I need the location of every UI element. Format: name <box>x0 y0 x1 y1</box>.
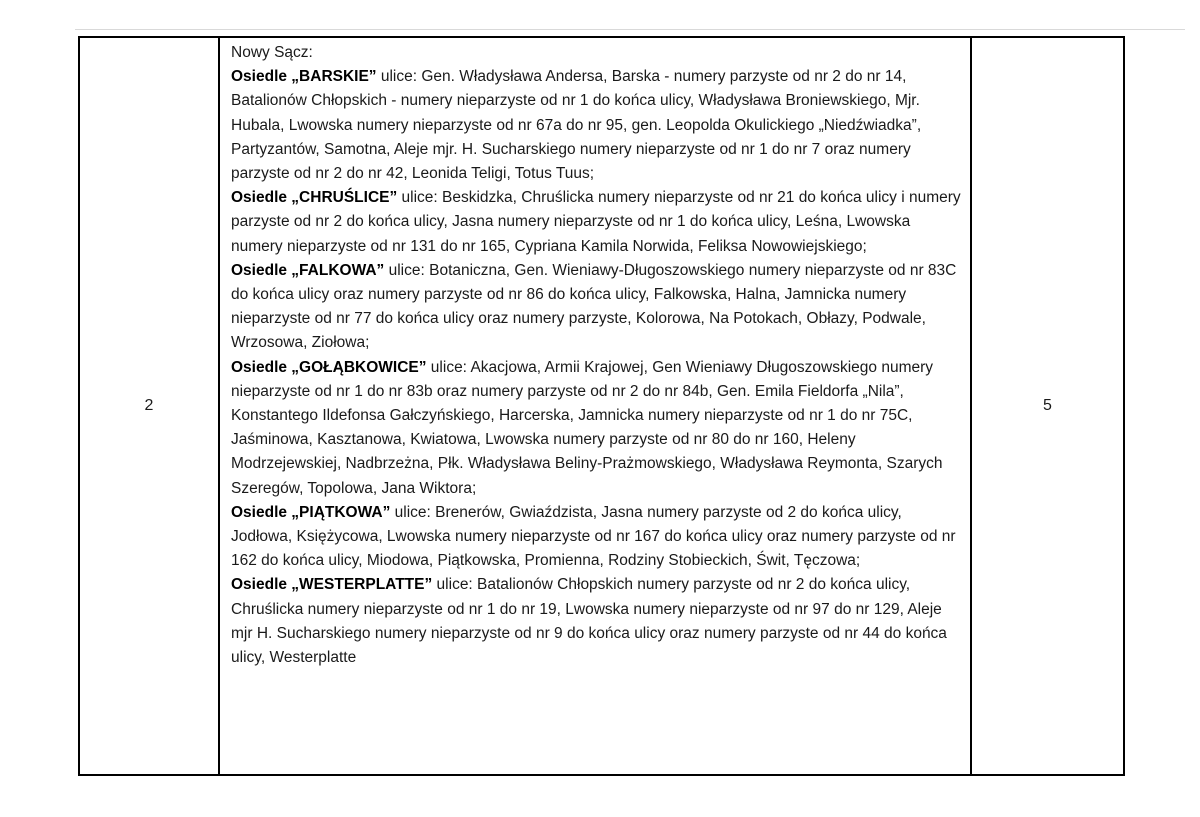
count-cell <box>972 38 1123 774</box>
district-paragraph: Osiedle „GOŁĄBKOWICE” ulice: Akacjowa, Armii Krajowej, Gen Wieniawy Długoszowskiego numery nieparzyste od nr 1 do nr 83b oraz numery parzyste od nr 2 do nr 84b, Gen. Emila Fieldorfa „Nila”, Konstantego Ildefonsa Gałczyńskiego, Harcerska, Jamnicka numery nieparzyste od nr 1 do nr 75C, Jaśminowa, Kasztanowa, Kwiatowa, Lwowska numery parzyste od nr 80 do nr 160, Heleny Modrzejewskiej, Nadbrzeżna, Płk. Władysława Beliny-Prażmowskiego, Władysława Reymonta, Szarych Szeregów, Topolowa, Jana Wiktora; <box>231 358 943 497</box>
district-name: Osiedle „WESTERPLATTE” <box>231 576 433 594</box>
district-name: Osiedle „BARSKIE” <box>231 68 377 86</box>
district-count: 5 <box>1043 397 1052 414</box>
row-number-cell <box>80 38 220 774</box>
districts-cell <box>220 38 972 774</box>
districts-content <box>231 65 962 670</box>
district-paragraph: Osiedle „BARSKIE” ulice: Gen. Władysława Andersa, Barska - numery parzyste od nr 2 do nr 14, Batalionów Chłopskich - numery nieparzyste od nr 1 do końca ulicy, Władysława Broniewskiego, Mjr. Hubala, Lwowska numery nieparzyste od nr 67a do nr 95, gen. Leopolda Okulickiego „Niedźwiadka”, Partyzantów, Samotna, Aleje mjr. H. Sucharskiego numery nieparzyste od nr 1 do nr 7 oraz numery parzyste od nr 2 do nr 42, Leonida Teligi, Totus Tuus; <box>231 68 922 183</box>
district-name: Osiedle „GOŁĄBKOWICE” <box>231 358 427 376</box>
district-paragraph: Osiedle „WESTERPLATTE” ulice: Batalionów Chłopskich numery parzyste od nr 2 do końca ulicy, Chruślicka numery nieparzyste od nr 1 do nr 19, Lwowska numery nieparzyste od nr 97 do nr 129, Aleje mjr H. Sucharskiego numery nieparzyste od nr 9 do końca ulicy oraz numery parzyste od nr 44 do końca ulicy, Westerplatte <box>231 576 947 667</box>
district-paragraph: Osiedle „PIĄTKOWA” ulice: Brenerów, Gwiaździsta, Jasna numery parzyste od 2 do końca ulicy, Jodłowa, Księżycowa, Lwowska numery nieparzyste od nr 167 do końca ulicy oraz numery parzyste od nr 162 do końca ulicy, Miodowa, Piątkowska, Promienna, Rodziny Stobieckich, Świt, Tęczowa; <box>231 503 956 570</box>
city-header: Nowy Sącz: <box>231 44 313 61</box>
district-paragraph: Osiedle „CHRUŚLICE” ulice: Beskidzka, Chruślicka numery nieparzyste od nr 21 do końca ulicy i numery parzyste od nr 2 do końca ulicy, Jasna numery nieparzyste od nr 1 do końca ulicy, Leśna, Lwowska numery nieparzyste od nr 131 do nr 165, Cypriana Kamila Norwida, Feliksa Nowowiejskiego; <box>231 189 961 255</box>
district-paragraph: Osiedle „FALKOWA” ulice: Botaniczna, Gen. Wieniawy-Długoszowskiego numery nieparzyste od nr 83C do końca ulicy oraz numery parzyste od nr 86 do końca ulicy, Falkowska, Halna, Jamnicka numery nieparzyste od nr 77 do końca ulicy oraz numery parzyste, Kolorowa, Na Potokach, Obłazy, Podwale, Wrzosowa, Ziołowa; <box>231 261 957 352</box>
district-name: Osiedle „FALKOWA” <box>231 261 385 279</box>
voting-districts-table <box>78 36 1125 776</box>
previous-row-border-artifact <box>75 29 1185 30</box>
row-number: 2 <box>144 397 154 414</box>
district-name: Osiedle „PIĄTKOWA” <box>231 503 391 521</box>
district-name: Osiedle „CHRUŚLICE” <box>231 189 398 207</box>
